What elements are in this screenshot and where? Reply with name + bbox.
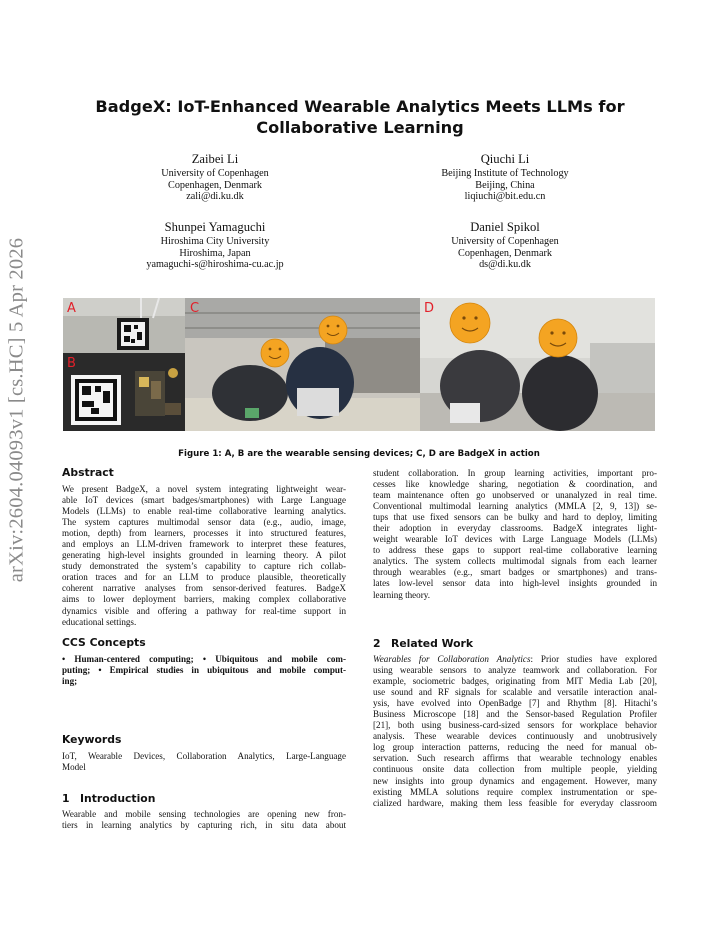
classroom-photo-d <box>420 298 655 431</box>
text-line: use sound and RF signals for scalable and versatile interaction anal- <box>373 687 657 698</box>
section-number: 1 <box>62 792 70 805</box>
section-title: Introduction <box>80 792 156 805</box>
text-line: Models (LLMs) to enable real-time collaborative learning analytics. <box>62 506 346 517</box>
text-line: Business Microscope [18] and the Sensor-based Regulation Profiler <box>373 709 657 720</box>
related-work-heading <box>373 637 657 651</box>
author-affiliation: University of Copenhagen <box>451 236 559 247</box>
arxiv-stamp-text: arXiv:2604.04093v1 [cs.HC] 5 Apr 2026 <box>5 237 28 583</box>
text-line: lates low-level sensor data into high-level insights grounded in <box>373 578 657 589</box>
text-line: tiers in learning analytics by capturing rich, in situ data about <box>62 820 346 831</box>
paragraph-lead: Wearables for Collaboration Analytics <box>373 654 531 664</box>
figure-panel-c <box>185 298 420 431</box>
text-line: new insights into group dynamics and engagement. However, many <box>373 775 657 786</box>
text-line: and employs an LLM-driven framework to interpret these features, <box>62 539 346 550</box>
author-email[interactable]: zali@di.ku.dk <box>186 191 244 203</box>
abstract-text <box>62 484 346 628</box>
text-line: analysis. These wearable devices continuously and unobtrusively <box>373 731 657 742</box>
device-photo-b <box>63 353 185 431</box>
author-location: Beijing, China <box>475 179 535 191</box>
text-line: • Human-centered computing; • Ubiquitous and mobile com- <box>62 654 346 664</box>
panel-label-c: C <box>190 301 200 316</box>
figure-panel-a <box>63 298 185 353</box>
text-line: student collaboration. In group learning activities, important pro- <box>373 468 657 478</box>
author-name: Daniel Spikol <box>470 220 540 234</box>
figure-panel-d <box>420 298 655 431</box>
text-line: aims to lower deployment barriers, making complex collaborative <box>62 594 346 605</box>
author-block <box>375 220 635 271</box>
text-line: dynamics visible and offering a pathway for real-time support in <box>62 605 346 616</box>
author-block <box>85 152 345 203</box>
panel-label-a: A <box>67 301 76 316</box>
keywords-section <box>62 733 346 773</box>
introduction-heading <box>62 792 346 806</box>
text-line: Model <box>62 762 86 773</box>
text-line: generating high-level insights grounded in learning theory. A pilot <box>62 550 346 561</box>
introduction-section <box>62 792 346 831</box>
text-line: study demonstrated the system’s capability to capture rich collab- <box>62 561 346 572</box>
text-line: learning theory. <box>373 589 430 600</box>
ccs-section <box>62 636 346 687</box>
related-work-text <box>373 654 657 809</box>
author-email[interactable]: ds@di.ku.dk <box>479 259 531 271</box>
related-work-section <box>373 637 657 809</box>
text-line: cialized hardware, making them less feasible for everyday classroom <box>373 797 657 808</box>
section-number: 2 <box>373 637 381 650</box>
text-line: servation. Such research affirms that wearable technology enables <box>373 753 657 764</box>
author-affiliation: Beijing Institute of Technology <box>441 168 569 179</box>
panel-label-d: D <box>424 301 435 316</box>
author-block <box>85 220 345 271</box>
intro-continued <box>373 468 657 601</box>
author-name: Qiuchi Li <box>480 152 530 166</box>
text-line: using wearable sensors to analyze teamwork and collaboration. For <box>373 665 657 676</box>
keywords-text <box>62 751 346 773</box>
figure-1 <box>63 298 655 431</box>
section-title: Related Work <box>391 637 474 650</box>
text-line: existing MMLA solutions require complex instrumentation or spe- <box>373 786 657 797</box>
title-line: Collaborative Learning <box>256 118 464 137</box>
text-line: Wearable and mobile sensing technologies are opening new fron- <box>62 809 346 819</box>
text-line: cesses like knowledge sharing, negotiation & coordination, and <box>373 479 657 490</box>
text-line: IoT, Wearable Devices, Collaboration Analytics, Large-Language <box>62 751 346 761</box>
figure-panel-b <box>63 353 185 431</box>
badge-photo-a <box>63 298 185 353</box>
author-affiliation: University of Copenhagen <box>161 168 269 179</box>
text-line: educational settings. <box>62 616 137 627</box>
text-line: weight wearable IoT devices with Large Language Models (LLMs) <box>373 534 657 545</box>
author-location: Copenhagen, Denmark <box>168 179 262 191</box>
text-line: continuous onsite data collection from multiple people, yielding <box>373 764 657 775</box>
introduction-text <box>62 809 346 831</box>
text-line: tups that use fixed sensors can be bulky and hard to deploy, limiting <box>373 512 657 523</box>
author-name: Zaibei Li <box>191 152 239 166</box>
author-block <box>375 152 635 203</box>
author-location: Copenhagen, Denmark <box>458 247 552 259</box>
text-line: team maintenance often go unobserved or unanalyzed in real time. <box>373 490 657 501</box>
abstract-section <box>62 466 346 628</box>
text-line: We present BadgeX, a novel system integrating lightweight wear- <box>62 484 346 494</box>
classroom-photo-c <box>185 298 420 431</box>
text-line: motion, depth) from learners, processes it into structured features, <box>62 528 346 539</box>
keywords-heading: Keywords <box>62 733 122 746</box>
panel-label-b: B <box>67 356 76 371</box>
text-line: Conventional multimodal learning analytics (MMLA [2, 9, 13]) se- <box>373 501 657 512</box>
text-line <box>373 654 657 665</box>
text-line: their adoption in everyday classrooms. BadgeX integrates light- <box>373 523 657 534</box>
text-line: through wearables (e.g., smart badges or smartphones) and trans- <box>373 567 657 578</box>
ccs-heading: CCS Concepts <box>62 636 146 649</box>
abstract-heading: Abstract <box>62 466 114 479</box>
text-line: ing; <box>62 676 78 687</box>
text-line: coherent narrative analyses from sensor-derived features. BadgeX <box>62 583 346 594</box>
text-line: able IoT devices (smart badges/smartphones) with Large Language <box>62 495 346 506</box>
text-line: ysis, have evolved into OpenBadge [7] and Rhythm [8]. Hitachi’s <box>373 698 657 709</box>
text-line: [21], both using business-card-sized sensors for workplace behavior <box>373 720 657 731</box>
text-line: log group interaction patterns, reducing the need for manual ob- <box>373 742 657 753</box>
paper-title <box>60 96 660 138</box>
author-location: Hiroshima, Japan <box>179 247 251 259</box>
paragraph-lead-rest: : Prior studies have explored <box>530 654 657 664</box>
text-line: to address these gaps to support real-time collaborative learning <box>373 545 657 556</box>
author-affiliation: Hiroshima City University <box>160 236 270 247</box>
text-line: The system captures multimodal sensor data (e.g., audio, image, <box>62 517 346 528</box>
author-name: Shunpei Yamaguchi <box>164 220 266 234</box>
title-line: BadgeX: IoT-Enhanced Wearable Analytics Meets LLMs for <box>95 97 625 116</box>
intro-continued-text <box>373 468 657 601</box>
author-email[interactable]: yamaguchi-s@hiroshima-cu.ac.jp <box>146 259 284 271</box>
text-line: example, sociometric badges, originating from MIT Media Lab [20], <box>373 676 657 687</box>
text-line: analytics. The system collects multimodal signals from each learner <box>373 556 657 567</box>
ccs-text <box>62 654 346 687</box>
figure-caption: Figure 1: A, B are the wearable sensing devices; C, D are BadgeX in action <box>178 449 540 459</box>
text-line: oration traces and for an LLM to produce plausible, theoretically <box>62 572 346 583</box>
author-email[interactable]: liqiuchi@bit.edu.cn <box>464 191 546 203</box>
text-line: puting; • Empirical studies in ubiquitous and mobile comput- <box>62 665 346 676</box>
